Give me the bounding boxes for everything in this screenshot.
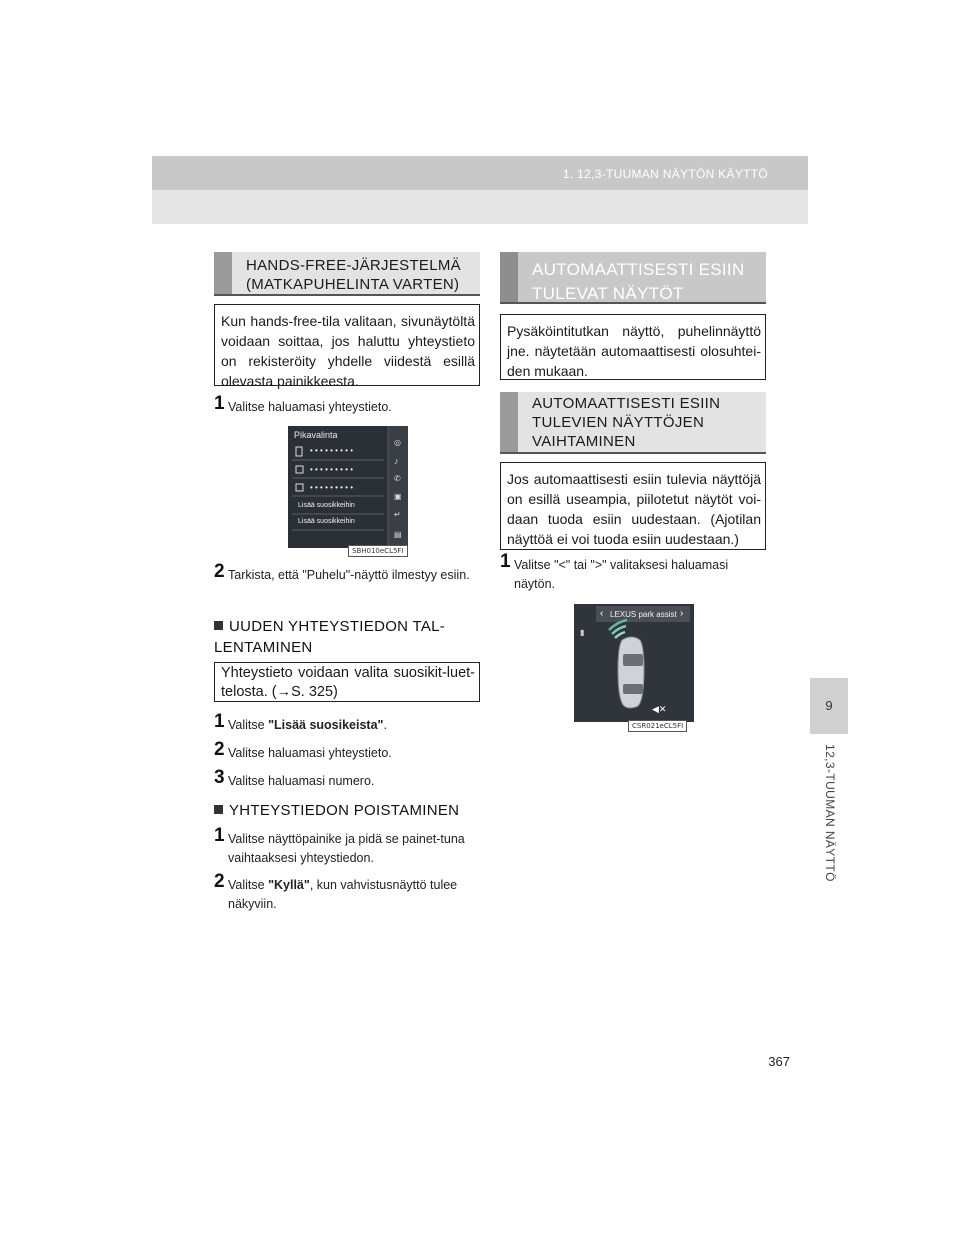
quick-dial-add-favorite[interactable]: Lisää suosikkeihin [298,518,355,525]
intro-switch-screens: Jos automaattisesti esiin tulevia näyttöjä on esillä useampia, piilotetut näytöt voi-daan tuoda esiin uudestaan. (Ajotilan näyttöä ei voi tuoda esiin uudestaan.) [500,462,766,550]
intro-hands-free: Kun hands-free-tila valitaan, sivunäytöltä voidaan soittaa, jos haluttu yhteystieto on rekisteröity yhdelle viidestä esillä olevasta painikkeesta. [214,304,480,386]
quick-dial-item[interactable]: • • • • • • • • • [310,483,353,492]
screen-caption: SBH010eCL5FI [348,545,408,557]
quick-dial-title: Pikavalinta [294,430,338,440]
side-tab-number: 9 [810,678,848,734]
step-confirm-yes: 2 Valitse "Kyllä", kun vahvistusnäyttö tulee näkyviin. [214,871,458,911]
arrow-right-icon[interactable]: › [680,608,684,619]
menu-icon: ▤ [394,530,402,539]
car-icon: ▮ [580,628,585,637]
step-select-from-favorites: 1 Valitse "Lisää suosikeista". [214,711,387,732]
phone-icon: ◎ [394,438,401,447]
heading-delete-contact: YHTEYSTIEDON POISTAMINEN [214,800,480,821]
step-press-hold: 1 Valitse näyttöpainike ja pidä se painet-tuna vaihtaaksesi yhteystiedon. [214,825,465,865]
quick-dial-add-favorite[interactable]: Lisää suosikkeihin [298,502,355,509]
park-assist-graphic [574,604,694,722]
heading-hands-free: HANDS-FREE-JÄRJESTELMÄ (MATKAPUHELINTA VARTEN) [214,252,480,296]
intro-auto-screens: Pysäköintitutkan näyttö, puhelinnäyttö jne. näytetään automaattisesti olosuhtei-den mukaan. [500,314,766,380]
screen-caption: CSR021eCL5FI [628,720,687,732]
side-tab-label: 12,3-TUUMAN NÄYTTÖ [823,744,837,882]
music-icon: ♪ [394,456,399,466]
heading-switch-screens: AUTOMAATTISESTI ESIIN TULEVIEN NÄYTTÖJEN VAIHTAMINEN [500,392,766,454]
park-assist-title: LEXUS park assist [610,610,677,619]
return-icon: ↵ [394,510,401,519]
heading-auto-screens: AUTOMAATTISESTI ESIIN TULEVAT NÄYTÖT [500,252,766,304]
quick-dial-item[interactable]: • • • • • • • • • [310,465,353,474]
arrow-left-icon[interactable]: ‹ [600,608,604,619]
speaker-mute-icon[interactable]: ◀✕ [652,704,667,714]
picture-icon: ▣ [394,492,402,501]
header-band [152,156,808,190]
screen-park-assist [574,604,694,722]
step-select-contact: 1 Valitse haluamasi yhteystieto. [214,393,392,414]
step-select-number: 3 Valitse haluamasi numero. [214,767,375,788]
square-bullet-icon [214,621,223,630]
screen-quick-dial [288,426,408,548]
chapter-title: 1. 12,3-TUUMAN NÄYTÖN KÄYTTÖ [562,167,768,181]
phone-handset-icon: ✆ [394,474,401,483]
step-select-arrow: 1 Valitse "<" tai ">" valitaksesi haluamasi näytön. [500,551,729,591]
step-select-contact-2: 2 Valitse haluamasi yhteystieto. [214,739,392,760]
page-number: 367 [768,1054,790,1069]
step-check-call-screen: 2 Tarkista, että "Puhelu"-näyttö ilmestyy esiin. [214,561,470,582]
header-sub-band [152,190,808,224]
square-bullet-icon [214,805,223,814]
quick-dial-item[interactable]: • • • • • • • • • [310,446,353,455]
heading-register-contact: UUDEN YHTEYSTIEDON TAL-LENTAMINEN [214,618,446,656]
note-register-contact: Yhteystieto voidaan valita suosikit-luet-telosta. (→S. 325) [214,662,480,702]
